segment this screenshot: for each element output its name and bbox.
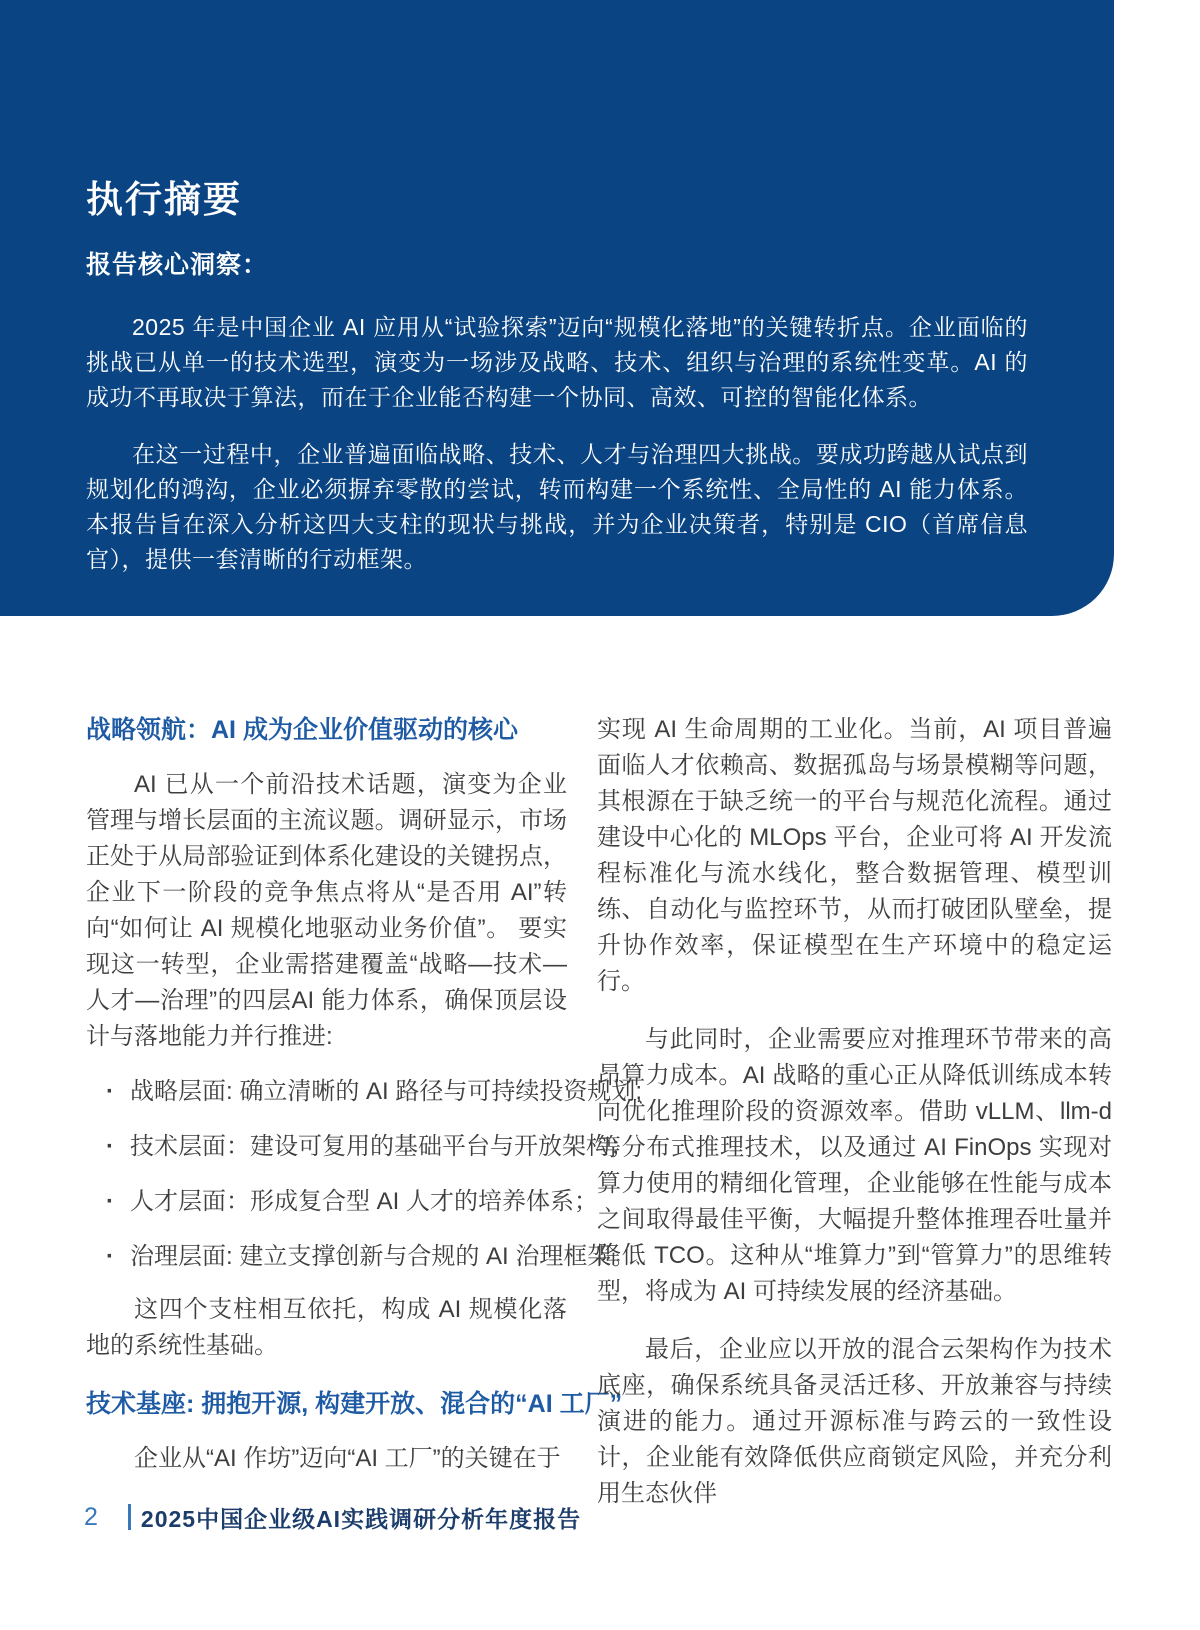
bullet-dot-icon: · <box>106 1243 114 1270</box>
bullet-item-governance <box>86 1239 636 1275</box>
footer-separator <box>128 1504 131 1530</box>
technology-intro-paragraph: 企业从“AI 作坊”迈向“AI 工厂”的关键在于 <box>134 1445 561 1472</box>
footer-report-title: 2025中国企业级AI实践调研分析年度报告 <box>140 1505 582 1532</box>
hero-paragraph-2: 在这一过程中，企业普遍面临战略、技术、人才与治理四大挑战。要成功跨越从试点到规划化的鸿沟，企业必须摒弃零散的尝试，转而构建一个系统性、全局性的 AI 能力体系。本报告旨在深入分析这四大支柱的现状与挑战，并为企业决策者，特别是 CIO（首席信息官），提供一套清晰的行动框架。 <box>86 440 1028 572</box>
hero-subtitle: 报告核心洞察： <box>86 250 269 279</box>
bullet-item-strategy <box>86 1074 643 1110</box>
section-heading-strategy: 战略领航：AI 成为企业价值驱动的核心 <box>86 716 518 744</box>
strategy-paragraph: AI 已从一个前沿技术话题，演变为企业管理与增长层面的主流议题。调研显示，市场正处于从局部验证到体系化建设的关键拐点，企业下一阶段的竞争焦点将从“是否用 AI”转向“如何让 AI 规模化地驱动业务价值”。 要实现这一转型，企业需搭建覆盖“战略—技术—人才—治理”的四层AI 能力体系，确保顶层设计与落地能力并行推进: <box>86 771 567 1050</box>
bullet-item-technology <box>86 1129 634 1165</box>
section-heading-technology: 技术基座: 拥抱开源, 构建开放、混合的“AI 工厂” <box>86 1390 623 1418</box>
bullet-text: 战略层面: 确立清晰的 AI 路径与可持续投资规划; <box>130 1078 643 1105</box>
bullet-text: 人才层面：形成复合型 AI 人才的培养体系； <box>130 1188 599 1215</box>
bullet-item-talent <box>86 1184 599 1220</box>
page-title: 执行摘要 <box>86 179 242 220</box>
bullet-dot-icon: · <box>106 1133 114 1160</box>
page-number: 2 <box>84 1503 98 1531</box>
bullet-text: 治理层面: 建立支撑创新与合规的 AI 治理框架。 <box>130 1243 636 1270</box>
bullet-text: 技术层面：建设可复用的基础平台与开放架构； <box>130 1133 634 1160</box>
bullet-dot-icon: · <box>106 1078 114 1105</box>
left-column <box>86 712 643 1512</box>
right-column <box>597 712 1112 1512</box>
inference-cost-paragraph: 与此同时，企业需要应对推理环节带来的高昂算力成本。AI 战略的重心正从降低训练成本转向优化推理阶段的资源效率。借助 vLLM、llm-d 等分布式推理技术，以及通过 AI FinOps 实现对算力使用的精细化管理，企业能够在性能与成本之间取得最佳平衡，大幅提升整体推理吞吐量并降低 TCO。这种从“堆算力”到“管算力”的思维转型，将成为 AI 可持续发展的经济基础。 <box>597 1026 1112 1305</box>
executive-summary-banner <box>0 0 1114 616</box>
mlops-paragraph: 实现 AI 生命周期的工业化。当前，AI 项目普遍面临人才依赖高、数据孤岛与场景模糊等问题，其根源在于缺乏统一的平台与规范化流程。通过建设中心化的 MLOps 平台，企业可将 AI 开发流程标准化与流水线化，整合数据管理、模型训练、自动化与监控环节，从而打破团队壁垒，提升协作效率，保证模型在生产环境中的稳定运行。 <box>597 716 1112 995</box>
hybrid-cloud-paragraph: 最后，企业应以开放的混合云架构作为技术底座，确保系统具备灵活迁移、开放兼容与持续演进的能力。通过开源标准与跨云的一致性设计，企业能有效降低供应商锁定风险，并充分利用生态伙伴 <box>597 1336 1112 1507</box>
pillars-summary-paragraph: 这四个支柱相互依托，构成 AI 规模化落地的系统性基础。 <box>86 1296 567 1359</box>
hero-paragraph-1: 2025 年是中国企业 AI 应用从“试验探索”迈向“规模化落地”的关键转折点。企业面临的挑战已从单一的技术选型，演变为一场涉及战略、技术、组织与治理的系统性变革。AI 的成功不再取决于算法，而在于企业能否构建一个协同、高效、可控的智能化体系。 <box>86 313 1028 410</box>
body-columns <box>86 712 1112 1512</box>
page-footer <box>84 1502 581 1532</box>
bullet-dot-icon: · <box>106 1188 114 1215</box>
capability-bullet-list <box>86 1074 643 1275</box>
